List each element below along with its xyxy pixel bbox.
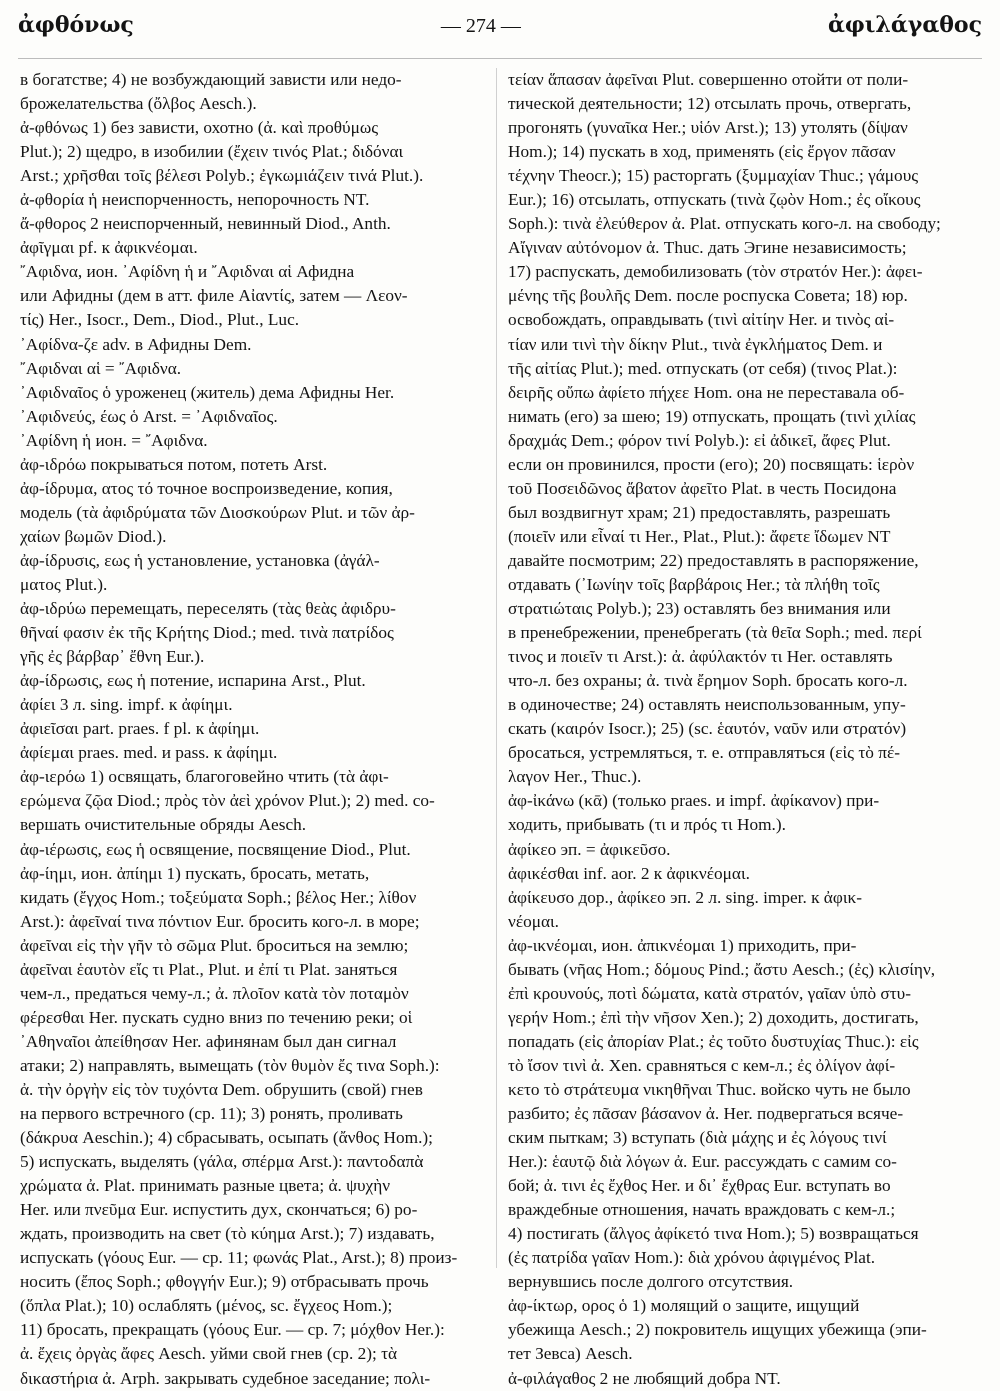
text-line: скать (καιρόν Isocr.); 25) (sc. ἑαυτόν, ναῦν или στρατόν) — [508, 719, 907, 739]
text-line: 17) распускать, демобилизовать (τὸν στρατόν Her.): ἀφει- — [508, 262, 923, 282]
right-column — [508, 68, 980, 1391]
text-line: Plut.); 2) щедро, в изобилии (ἔχειν τινός Plat.; διδόναι — [20, 142, 404, 162]
text-line: ἀφίκεο эп. = ἀφικεῦσο. — [508, 839, 671, 859]
left-running-headword: ἀφθόνως — [18, 12, 134, 38]
text-line: носить (ἔπος Soph.; φθογγήν Eur.); 9) отбрасывать прочь — [20, 1272, 429, 1292]
left-column — [20, 68, 492, 1391]
text-line: 4) постигать (ἄλγος ἀφίκετό τινα Hom.); 5) возвращаться — [508, 1224, 919, 1244]
right-running-headword: ἀφιλάγαθος — [827, 12, 982, 38]
text-line: στρατιώταις Polyb.); 23) оставлять без внимания или — [508, 599, 891, 619]
text-line: Αἴγιναν αὐτόνομον ἀ. Thuc. дать Эгине независимость; — [508, 238, 907, 258]
text-line: брожелательства (ὄλβος Aesch.). — [20, 94, 257, 114]
text-line: ῎Αφιδνα, ион. ᾿Αφίδνη ἡ и ῎Αφιδναι αἱ Афидна — [20, 262, 355, 282]
text-line: в пренебрежении, пренебрегать (τὰ θεῖα Soph.; med. περί — [508, 623, 922, 643]
text-line: давайте посмотрим; 22) предоставлять в распоряжение, — [508, 550, 919, 570]
text-line: ερώμενα ζῷα Diod.; πρὸς τὸν ἀεὶ χρόνον Plut.); 2) med. со- — [20, 791, 435, 811]
text-line: ἀφικέσθαι inf. aor. 2 к ἀφικνέομαι. — [508, 863, 750, 883]
text-line: ἀ-φθορία ἡ неиспорченность, непорочность NT. — [20, 190, 370, 210]
text-line: ᾿Αφίδνα-ζε adv. в Афидны Dem. — [20, 334, 252, 354]
text-line: модель (τὰ ἀφιδρύματα τῶν Διοσκούρων Plut. и τῶν ἀρ- — [20, 502, 415, 522]
text-line: τινος и ποιεῖν τι Arst.): ἀ. ἀφύλακτόν τι Her. оставлять — [508, 647, 893, 667]
text-line: ἀ. τὴν ὀργὴν εἰς τὸν τυχόντα Dem. обрушить (свой) гнев — [20, 1079, 423, 1099]
text-line: ἀφ-ίδρυσις, εως ἡ установление, установка (ἀγάλ- — [20, 550, 380, 570]
header-rule — [18, 58, 982, 59]
text-line: τείαν ἅπασαν ἀφεῖναι Plut. совершенно отойти от поли- — [508, 70, 909, 89]
text-line: враждебные отношения, начать враждовать с кем-л.; — [508, 1200, 896, 1220]
text-line: ἀ-φιλάγαθος 2 не любящий добра NT. — [508, 1368, 781, 1388]
text-line: ἄ-φθορος 2 неиспорченный, невинный Diod., Anth. — [20, 214, 391, 234]
text-line: δειρῆς οὔπω ἀφίετο πήχεε Hom. она не переставала об- — [508, 382, 905, 402]
text-line: ἀφ-ίκτωρ, ορος ὁ 1) молящий о защите, ищущий — [508, 1296, 860, 1316]
text-line: 11) бросать, прекращать (γόους Eur. — ср. 7; μόχθον Her.): — [20, 1320, 445, 1340]
text-line: τίαν или τινὶ τὴν δίκην Plut., τινὰ ἐγκλήματος Dem. и — [508, 334, 883, 354]
text-line: γῆς ἐς βάρβαρ᾿ ἔθνη Eur.). — [20, 647, 205, 667]
text-line: ἀφῖγμαι pf. к ἀφικνέομαι. — [20, 238, 198, 258]
text-line: (ὅπλα Plat.); 10) ослаблять (μένος, sc. ἔγχεος Hom.); — [20, 1296, 393, 1316]
text-line: χρώματα ἀ. Plat. принимать разные цвета; ἀ. ψυχὴν — [20, 1176, 391, 1196]
text-line: ским пыткам; 3) вступать (διὰ μάχης и ἐς λόγους τινί — [508, 1128, 887, 1148]
text-line: атаки; 2) направлять, вымещать (τὸν θυμὸν ἔς τινα Soph.): — [20, 1055, 440, 1075]
text-line: вернувшись после долгого отсутствия. — [508, 1272, 794, 1292]
text-line: ходить, прибывать (τι и πρός τι Hom.). — [508, 815, 786, 835]
text-line: ἀφ-ίδρυμα, ατος τό точное воспроизведение, копия, — [20, 478, 393, 498]
text-line: был воздвигнут храм; 21) предоставлять, разрешать — [508, 502, 891, 522]
text-line: τῆς αἰτίας Plut.); med. отпускать (от себя) (τινος Plat.): — [508, 358, 898, 378]
text-line: Her. или πνεῦμα Eur. испустить дух, скончаться; 6) ро- — [20, 1200, 418, 1220]
text-line: Hom.); 14) пускать в ход, применять (εἰς ἔργον πᾶσαν — [508, 142, 896, 162]
text-line: ἀφεῖναι εἰς τὴν γῆν τὸ σῶμα Plut. броситься на землю; — [20, 935, 409, 955]
page-number: — 274 — — [440, 15, 521, 37]
text-line: (δάκρυα Aeschin.); 4) сбрасывать, осыпать (ἄνθος Hom.); — [20, 1128, 433, 1148]
text-line: тет Зевса) Aesch. — [508, 1344, 633, 1364]
text-line: в богатстве; 4) не возбуждающий зависти или недо- — [20, 70, 402, 89]
text-line: Arst.; χρῆσθαι τοῖς βέλεσι Polyb.; ἐγκωμιάζειν τινά Plut.). — [20, 166, 424, 186]
text-line: τὸ ἴσον τινὶ ἀ. Xen. сравняться с кем-л.; ἐς ὀλίγον ἀφί- — [508, 1055, 896, 1075]
text-line: ᾿Αθηναῖοι ἀπείθησαν Her. афинянам был дан сигнал — [20, 1031, 397, 1051]
text-line: бросаться, устремляться, т. е. отправляться (εἰς τὸ πέ- — [508, 743, 900, 763]
page-header — [18, 12, 982, 48]
text-line: прогонять (γυναῖκα Her.; υἱόν Arst.); 13) утолять (δίψαν — [508, 118, 908, 138]
text-line: чем-л., предаться чему-л.; ἀ. πλοῖον κατὰ τὸν ποταμὸν — [20, 983, 409, 1003]
text-line: на первого встречного (ср. 11); 3) ронять, проливать — [20, 1104, 403, 1124]
text-line: ἀ-φθόνως 1) без зависти, охотно (ἀ. καὶ προθύμως — [20, 118, 379, 138]
text-line: ῎Αφιδναι αἱ = ῎Αφιδνα. — [20, 358, 182, 378]
text-line: τέχνην Theocr.); 15) расторгать (ξυμμαχίαν Thuc.; γάμους — [508, 166, 919, 186]
text-line: ἀφίει 3 л. sing. impf. к ἀφίημι. — [20, 695, 233, 715]
text-line: Arst.): ἀφεῖναί τινα πόντιον Eur. бросить кого-л. в море; — [20, 911, 420, 931]
text-line: (ἐς πατρίδα γαῖαν Hom.): διὰ χρόνου ἀφιγμένος Plat. — [508, 1248, 876, 1268]
text-line: ἀφ-ἰκάνω (κᾱ) (только praes. и impf. ἀφίκανον) при- — [508, 791, 880, 811]
text-line: κετο τὸ στράτευμα νικηθῆναι Thuc. войско чуть не было — [508, 1079, 911, 1099]
text-line: ᾿Αφιδνεύς, έως ὁ Arst. = ᾿Αφιδναῖος. — [20, 406, 278, 426]
text-line: ἀφιεῖσαι part. praes. f pl. к ἀφίημι. — [20, 719, 260, 739]
text-line: δραχμάς Dem.; φόρον τινί Polyb.): εἰ ἀδικεῖ, ἄφες Plut. — [508, 430, 891, 450]
text-line: ждать, производить на свет (τὸ κύημα Arst.); 7) издавать, — [20, 1224, 435, 1244]
text-line: τοῦ Ποσειδῶνος ἄβατον ἀφεῖτο Plat. в честь Посидона — [508, 478, 897, 498]
text-line: ἀφ-ίδρωσις, εως ἡ потение, испарина Arst., Plut. — [20, 671, 366, 691]
text-line: μένης τῆς βουλῆς Dem. после роспуска Совета; 18) юр. — [508, 286, 908, 306]
text-line: ἀφ-ιδρόω покрываться потом, потеть Arst. — [20, 454, 328, 474]
text-line: попадать (εἰς ἀπορίαν Plat.; ἐς τοῦτο δυστυχίας Thuc.): εἰς — [508, 1031, 919, 1051]
text-line: бой; ἀ. τινι ἐς ἔχθος Her. и δι᾿ ἔχθρας Eur. вступать во — [508, 1176, 891, 1196]
text-line: φέρεσθαι Her. пускать судно вниз по течению реки; οἱ — [20, 1007, 413, 1027]
text-line: τίς) Her., Isocr., Dem., Diod., Plut., Luc. — [20, 310, 300, 330]
text-line: ἀφ-ίημι, ион. ἀπίημι 1) пускать, бросать, метать, — [20, 863, 370, 883]
text-line: (ποιεῖν или εἶναί τι Her., Plat., Plut.): ἄφετε ἴδωμεν NT — [508, 526, 891, 546]
text-line: если он провинился, прости (его); 20) посвящать: ἱερὸν — [508, 454, 915, 474]
text-line: ἀ. ἔχεις ὀργὰς ἄφες Aesch. уйми свой гнев (ср. 2); τὰ — [20, 1344, 398, 1364]
text-line: ματος Plut.). — [20, 574, 108, 594]
text-line: ἀφ-ιερόω 1) освящать, благоговейно чтить (τὰ ἀφι- — [20, 767, 389, 787]
text-line: 5) испускать, выделять (γάλα, σπέρμα Arst.): παντοδαπὰ — [20, 1152, 424, 1172]
column-divider — [496, 68, 497, 1268]
text-line: бывать (νῆας Hom.; δόμους Pind.; ἄστυ Aesch.; (ἐς) κλισίην, — [508, 959, 936, 979]
text-line: ἀφίκευσο дор., ἀφίκεο эп. 2 л. sing. imper. к ἀφικ- — [508, 887, 862, 907]
text-line: тической деятельности; 12) отсылать прочь, отвергать, — [508, 94, 912, 114]
text-line: кидать (ἔγχος Hom.; τοξεύματα Soph.; βέλος Her.; λίθον — [20, 887, 417, 907]
text-line: освобождать, оправдывать (τινὶ αἰτίην Her. и τινὸς αἰ- — [508, 310, 895, 330]
text-line: Soph.): τινὰ ἐλεύθερον ἀ. Plat. отпускать кого-л. на свободу; — [508, 214, 941, 234]
text-line: ἀφ-ικνέομαι, ион. ἀπικνέομαι 1) приходить, при- — [508, 935, 857, 955]
text-line: ἀφεῖναι ἑαυτὸν εἴς τι Plat., Plut. и ἐπί τι Plat. заняться — [20, 959, 398, 979]
text-line: Her.): ἑαυτῷ διὰ λόγων ἀ. Eur. рассуждать с самим со- — [508, 1152, 897, 1172]
text-line: ἀφ-ιδρύω перемещать, переселять (τὰς θεὰς ἀφιδρυ- — [20, 599, 396, 619]
text-line: вершать очистительные обряды Aesch. — [20, 815, 307, 835]
text-line: νέομαι. — [508, 911, 559, 931]
text-line: θῆναί φασιν ἐκ τῆς Κρήτης Diod.; med. τινὰ πατρίδος — [20, 623, 394, 643]
text-line: или Афидны (дем в атт. филе Αἰαντίς, затем — Λεον- — [20, 286, 408, 306]
text-line: ᾿Αφιδναῖος ὁ уроженец (житель) дема Афидны Her. — [20, 382, 395, 402]
text-line: ᾿Αφίδνη ἡ ион. = ῎Αφιδνα. — [20, 430, 208, 450]
text-line: γερήν Hom.; ἐπὶ τὴν νῆσον Xen.); 2) доходить, достигать, — [508, 1007, 919, 1027]
text-line: χαίων βωμῶν Diod.). — [20, 526, 167, 546]
text-line: что-л. без охраны; ἀ. τινὰ ἔρημον Soph. бросать кого-л. — [508, 671, 908, 691]
text-line: δικαστήρια ἀ. Arph. закрывать судебное заседание; πολι- — [20, 1368, 431, 1388]
text-line: разбито; ἐς πᾶσαν βάσανον ἀ. Her. подвергаться всяче- — [508, 1104, 904, 1124]
text-line: убежища Aesch.; 2) покровитель ищущих убежища (эпи- — [508, 1320, 927, 1340]
text-line: ἀφίεμαι praes. med. и pass. к ἀφίημι. — [20, 743, 278, 763]
text-line: ἀφ-ιέρωσις, εως ἡ освящение, посвящение Diod., Plut. — [20, 839, 411, 859]
text-line: Eur.); 16) отсылать, отпускать (τινὰ ζῳὸν Hom.; ἐς οἴκους — [508, 190, 921, 210]
text-line: λαγον Her., Thuc.). — [508, 767, 642, 787]
text-line: нимать (его) за шею; 19) отпускать, прощать (τινὶ χιλίας — [508, 406, 916, 426]
text-line: ἐπὶ κρουνούς, ποτὶ δώματα, κατὰ στρατόν, γαῖαν ὑπὸ στυ- — [508, 983, 911, 1003]
text-line: отдавать (᾿Ιωνίην τοῖς βαρβάροις Her.; τὰ πλήθη τοῖς — [508, 574, 880, 594]
text-line: испускать (γόους Eur. — ср. 11; φωνάς Plat., Arst.); 8) произ- — [20, 1248, 458, 1268]
text-line: в одиночестве; 24) оставлять неиспользованным, упу- — [508, 695, 906, 715]
